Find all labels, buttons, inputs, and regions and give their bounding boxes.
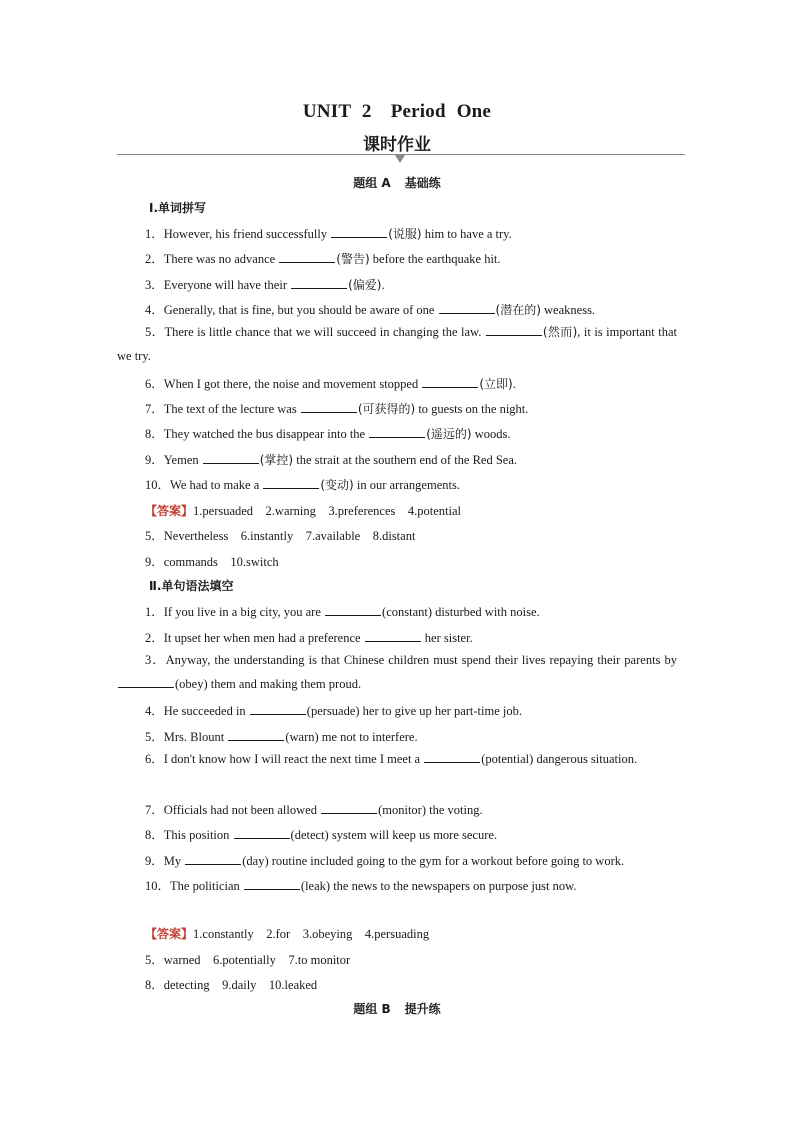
text-span: 5． (145, 730, 164, 744)
group-a-prefix: 题组 A (353, 176, 391, 190)
text-span: routine included going to the gym for a workout before going to work. (268, 854, 625, 868)
text-span: (constant) (382, 605, 433, 619)
text-span: dangerous situation. (533, 752, 638, 766)
answer-blank (185, 852, 241, 865)
text-span: There is little chance that we will succeed in changing the law. (164, 325, 485, 339)
answer-blank (321, 801, 377, 814)
answer-tag: 【答案】 (145, 927, 194, 941)
text-span: Officials had not been allowed (163, 803, 321, 817)
text-span: If you live in a big city, you are (163, 605, 325, 619)
text-span: 1． (145, 227, 164, 241)
chinese-hint: (然而) (542, 325, 578, 339)
question-item (117, 648, 677, 696)
chinese-hint: (变动) (320, 478, 354, 492)
text-span: Mrs. Blount (163, 730, 228, 744)
question-item (145, 249, 501, 267)
text-span: 1.persuaded 2.warning 3.preferences 4.potential (193, 504, 461, 518)
answer-blank (228, 728, 284, 741)
answer-blank (365, 629, 421, 642)
text-span: 7． (145, 402, 164, 416)
text-span: However, his friend successfully (163, 227, 331, 241)
answer-blank (291, 276, 347, 289)
text-span: the voting. (426, 803, 483, 817)
answer-blank (422, 375, 478, 388)
text-span: I don't know how I will react the next time I meet a (163, 752, 424, 766)
text-span: them and making them proud. (207, 677, 362, 691)
text-span: Anyway, the understanding is that Chinese children must spend their lives repaying their parents by (165, 653, 677, 667)
text-span: 5． (145, 325, 165, 339)
text-span: 6． (145, 377, 164, 391)
text-span: 4． (145, 704, 164, 718)
text-span: 9． (145, 453, 164, 467)
question-item (145, 701, 522, 719)
answer-blank (250, 702, 306, 715)
chinese-hint: (警告) (336, 252, 370, 266)
answer-line: 8．detecting 9.daily 10.leaked (145, 978, 318, 992)
text-span: 7． (145, 803, 164, 817)
question-item (145, 275, 385, 293)
answer-blank (439, 301, 495, 314)
text-span: When I got there, the noise and movement stopped (163, 377, 422, 391)
question-item (145, 628, 473, 646)
answer-line (145, 501, 461, 519)
part1-heading: Ⅰ.单词拼写 (149, 201, 207, 215)
text-span: Yemen (163, 453, 202, 467)
answer-line: 5．Nevertheless 6.instantly 7.available 8.distant (145, 529, 416, 543)
text-span: 3． (145, 653, 166, 667)
group-a-heading (0, 174, 794, 191)
text-span: 1． (145, 605, 164, 619)
question-item (145, 450, 517, 468)
text-span: , it is important that we try. (117, 325, 677, 363)
text-span: (persuade) (306, 704, 360, 718)
question-item (145, 825, 497, 843)
text-span: her to give up her part-time job. (359, 704, 522, 718)
group-b-heading (0, 1000, 794, 1017)
answer-line: 5．warned 6.potentially 7.to monitor (145, 953, 351, 967)
text-span: woods. (471, 427, 511, 441)
text-span: (obey) (175, 677, 208, 691)
part2-heading: Ⅱ.单句语法填空 (149, 579, 234, 593)
text-span: They watched the bus disappear into the (163, 427, 369, 441)
question-item (117, 747, 677, 771)
answer-line (145, 924, 429, 942)
text-span: 10． (145, 478, 171, 492)
text-span: in our arrangements. (353, 478, 460, 492)
group-b-name: 提升练 (404, 1002, 441, 1016)
text-span: me not to interfere. (318, 730, 418, 744)
text-span: before the earthquake hit. (369, 252, 501, 266)
question-item (117, 320, 677, 368)
text-span: (potential) (481, 752, 534, 766)
answer-tag: 【答案】 (145, 504, 194, 518)
answer-blank (424, 750, 480, 763)
group-a-name: 基础练 (404, 176, 441, 190)
question-item (145, 800, 483, 818)
text-span: The politician (170, 879, 243, 893)
question-item (145, 300, 595, 318)
text-span: system will keep us more secure. (328, 828, 498, 842)
group-b-prefix: 题组 B (353, 1002, 391, 1016)
page-subtitle: 课时作业 (363, 135, 431, 155)
text-span: (warn) (285, 730, 319, 744)
text-span: 9． (145, 854, 164, 868)
text-span: (detect) (290, 828, 329, 842)
text-span: disturbed with noise. (432, 605, 540, 619)
chinese-hint: (说服) (388, 227, 422, 241)
text-span: 3． (145, 278, 164, 292)
question-item (145, 374, 516, 392)
text-span: This position (163, 828, 233, 842)
text-span: There was no advance (163, 252, 279, 266)
text-span: weakness. (540, 303, 596, 317)
answer-blank (486, 323, 542, 336)
text-span: My (163, 854, 185, 868)
text-span: to guests on the night. (415, 402, 529, 416)
answer-blank (234, 826, 290, 839)
chinese-hint: (立即) (479, 377, 513, 391)
answer-blank (369, 425, 425, 438)
text-span: . (512, 377, 516, 391)
question-item (145, 424, 511, 442)
text-span: Everyone will have their (163, 278, 291, 292)
text-span: 1.constantly 2.for 3.obeying 4.persuading (193, 927, 430, 941)
text-span: The text of the lecture was (163, 402, 300, 416)
chinese-hint: (遥远的) (426, 427, 472, 441)
text-span: her sister. (421, 631, 473, 645)
text-span: (monitor) (378, 803, 427, 817)
answer-line: 9．commands 10.switch (145, 555, 279, 569)
text-span: 6． (145, 752, 164, 766)
text-span: We had to make a (170, 478, 263, 492)
chinese-hint: (掌控) (259, 453, 294, 467)
text-span: . (381, 278, 385, 292)
answer-blank (263, 476, 319, 489)
text-span: 8． (145, 828, 164, 842)
question-item (145, 475, 460, 493)
text-span: Generally, that is fine, but you should be aware of one (163, 303, 438, 317)
text-span: the strait at the southern end of the Red Sea. (293, 453, 518, 467)
answer-blank (203, 451, 259, 464)
text-span: 2． (145, 252, 164, 266)
question-item (145, 851, 624, 869)
question-item (145, 602, 540, 620)
text-span: It upset her when men had a preference (163, 631, 364, 645)
text-span: (leak) (300, 879, 331, 893)
question-item (145, 224, 512, 242)
answer-blank (331, 225, 387, 238)
text-span: the news to the newspapers on purpose just now. (330, 879, 577, 893)
text-span: him to have a try. (421, 227, 512, 241)
text-span: 4． (145, 303, 164, 317)
text-span: (day) (242, 854, 269, 868)
answer-blank (279, 250, 335, 263)
chinese-hint: (可获得的) (357, 402, 416, 416)
answer-blank (118, 675, 174, 688)
question-item (145, 876, 576, 894)
chinese-hint: (偏爱) (348, 278, 382, 292)
chinese-hint: (潜在的) (495, 303, 541, 317)
triangle-marker-icon (395, 155, 405, 163)
answer-blank (301, 400, 357, 413)
question-item (145, 727, 418, 745)
question-item (145, 399, 528, 417)
text-span: 8． (145, 427, 164, 441)
page-title: UNIT 2 Period One (302, 101, 492, 122)
text-span: 10． (145, 879, 171, 893)
text-span: 2． (145, 631, 164, 645)
answer-blank (325, 603, 381, 616)
answer-blank (244, 877, 300, 890)
text-span: He succeeded in (163, 704, 249, 718)
